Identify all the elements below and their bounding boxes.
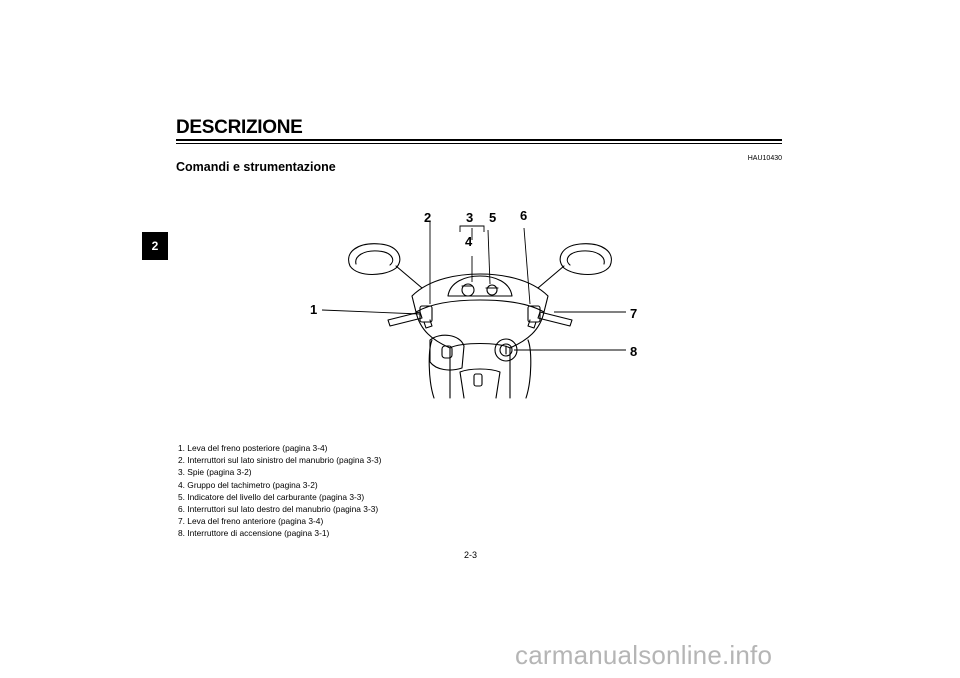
chapter-tab: 2 bbox=[142, 232, 168, 260]
callout-6: 6 bbox=[520, 208, 528, 223]
document-code: HAU10430 bbox=[747, 155, 782, 162]
watermark[interactable]: carmanualsonline.info bbox=[515, 640, 773, 670]
callout-7: 7 bbox=[630, 306, 638, 321]
figure-legend bbox=[178, 442, 381, 540]
callout-1: 1 bbox=[310, 302, 318, 317]
callout-3: 3 bbox=[466, 210, 474, 225]
legend-item: 4. Gruppo del tachimetro (pagina 3-2) bbox=[178, 479, 318, 490]
callout-2: 2 bbox=[424, 210, 432, 225]
legend-item: 1. Leva del freno posteriore (pagina 3-4) bbox=[178, 443, 328, 453]
scooter-handlebar-figure bbox=[300, 200, 660, 400]
header-rule-thin bbox=[176, 143, 782, 144]
legend-item: 6. Interruttori sul lato destro del manubrio (pagina 3-3) bbox=[178, 504, 379, 515]
legend-item: 7. Leva del freno anteriore (pagina 3-4) bbox=[178, 516, 324, 527]
callout-4: 4 bbox=[465, 234, 473, 249]
instrument-cluster bbox=[448, 276, 512, 296]
callout-8: 8 bbox=[630, 344, 638, 359]
legend-item: 5. Indicatore del livello del carburante (pagina 3-3) bbox=[178, 491, 365, 502]
front-body bbox=[416, 312, 544, 398]
legend-item: 8. Interruttore di accensione (pagina 3-1) bbox=[178, 528, 330, 539]
section-title: Comandi e strumentazione bbox=[176, 160, 336, 174]
legend-item: 2. Interruttori sul lato sinistro del manubrio (pagina 3-3) bbox=[178, 455, 382, 466]
callout-5: 5 bbox=[489, 210, 497, 225]
page-number: 2-3 bbox=[464, 550, 478, 560]
chapter-title: DESCRIZIONE bbox=[176, 117, 303, 138]
legend-item: 3. Spie (pagina 3-2) bbox=[178, 467, 252, 478]
handlebar-cover bbox=[412, 274, 548, 312]
header-rule bbox=[176, 139, 782, 141]
